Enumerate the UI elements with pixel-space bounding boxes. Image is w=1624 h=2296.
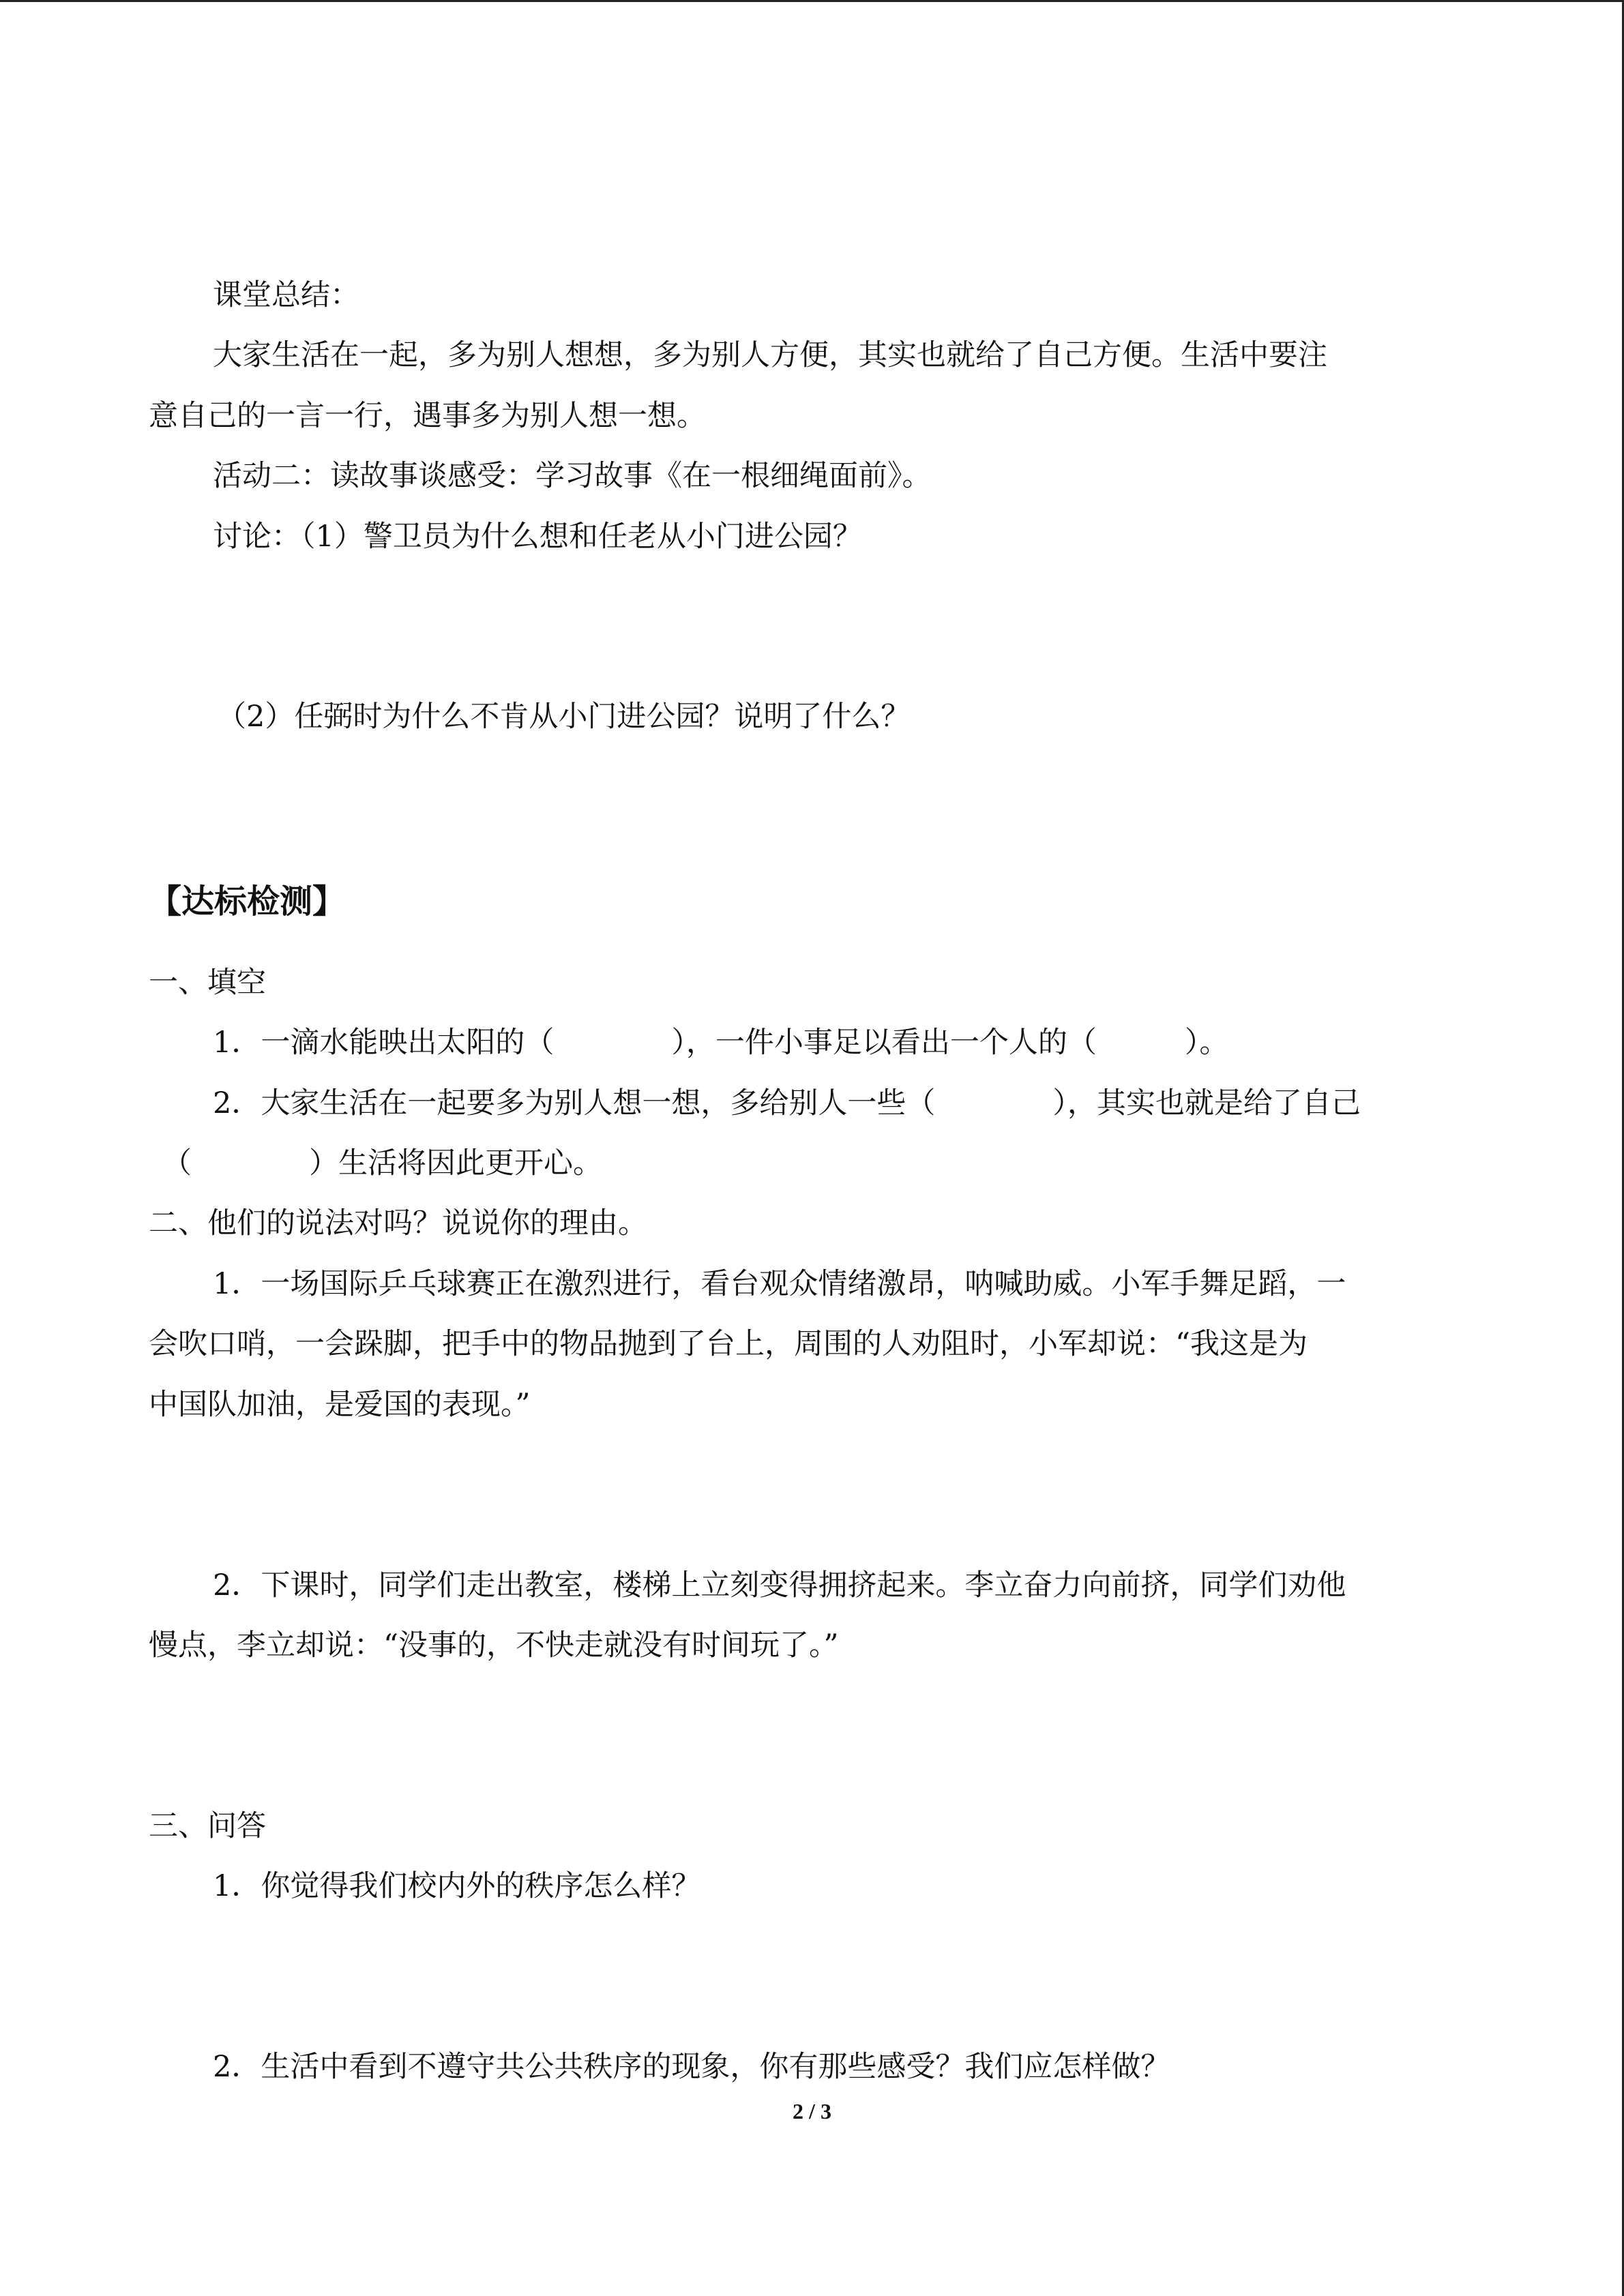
assessment-heading: 【达标检测】 — [149, 882, 346, 921]
section2-question-2-line-2: 慢点，李立却说：“没事的，不快走就没有时间玩了。” — [149, 1628, 839, 1663]
section2-question-1-line-2: 会吹口哨，一会跺脚，把手中的物品抛到了台上，周围的人劝阻时，小军却说：“我这是为 — [149, 1327, 1308, 1361]
section1-question-1: 1．一滴水能映出太阳的（ ），一件小事足以看出一个人的（ ）。 — [213, 1026, 1229, 1060]
section2-title: 二、他们的说法对吗？说说你的理由。 — [149, 1206, 647, 1240]
activity2-discussion-q2: （2）任弼时为什么不肯从小门进公园？说明了什么？ — [217, 700, 911, 734]
activity2-title: 活动二：读故事谈感受：学习故事《在一根细绳面前》。 — [213, 459, 932, 493]
section1-question-2-line-2: （ ）生活将因此更开心。 — [162, 1146, 602, 1180]
section3-question-1: 1．你觉得我们校内外的秩序怎么样？ — [213, 1869, 701, 1903]
page-border-top — [0, 0, 1624, 2]
page-number: 2 / 3 — [793, 2099, 831, 2123]
section1-question-2-line-1: 2．大家生活在一起要多为别人想一想，多给别人一些（ ），其实也就是给了自己 — [213, 1086, 1361, 1120]
section2-question-1-line-3: 中国队加油，是爱国的表现。” — [149, 1388, 531, 1422]
section1-title: 一、填空 — [149, 966, 266, 1000]
section3-title: 三、问答 — [149, 1809, 266, 1843]
section3-question-2: 2．生活中看到不遵守共公共秩序的现象，你有那些感受？我们应怎样做？ — [213, 2050, 1170, 2084]
section2-question-1-line-1: 1．一场国际乒乓球赛正在激烈进行，看台观众情绪激昂，呐喊助威。小军手舞足蹈，一 — [213, 1267, 1346, 1301]
summary-label: 课堂总结： — [213, 278, 359, 312]
summary-paragraph-line-1: 大家生活在一起，多为别人想想，多为别人方便，其实也就给了自己方便。生活中要注 — [213, 338, 1327, 372]
activity2-discussion-q1: 讨论：（1）警卫员为什么想和任老从小门进公园？ — [213, 520, 862, 554]
section2-question-2-line-1: 2．下课时，同学们走出教室，楼梯上立刻变得拥挤起来。李立奋力向前挤，同学们劝他 — [213, 1568, 1346, 1602]
summary-paragraph-line-2: 意自己的一言一行，遇事多为别人想一想。 — [149, 399, 706, 433]
